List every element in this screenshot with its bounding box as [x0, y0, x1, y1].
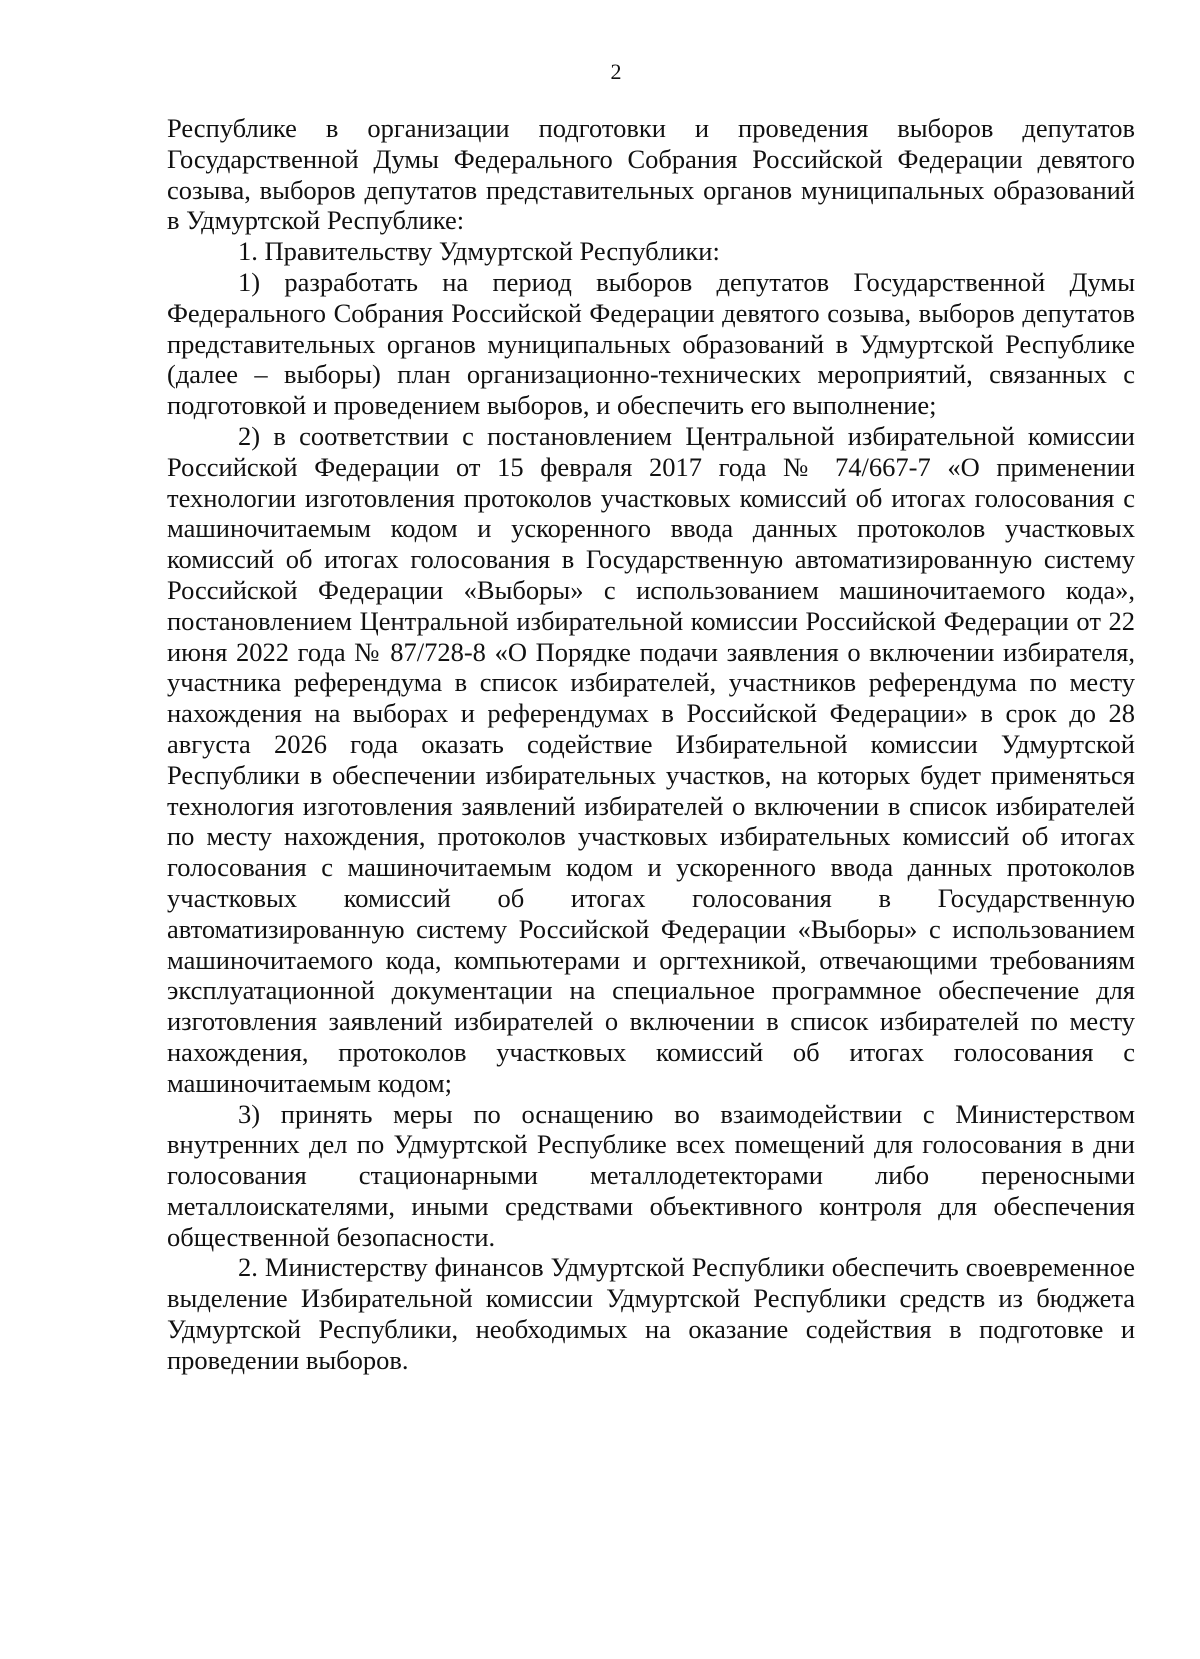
page-number: 2: [610, 59, 622, 84]
paragraph-subitem-3: 3) принять меры по оснащению во взаимодействии с Министерством внутренних дел по Удмуртской Республике всех помещений для голосования в дни голосования стационарными металлодетекторами либо переносными металлоискателями, иными средствами объективного контроля для обеспечения общественной безопасности.: [167, 1098, 1135, 1252]
paragraph-item-1-heading: 1. Правительству Удмуртской Республики:: [238, 236, 720, 267]
paragraph-subitem-2: 2) в соответствии с постановлением Центральной избирательной комиссии Российской Федерации от 15 февраля 2017 года № 74/667-7 «О применении технологии изготовления протоколов участковых комиссий об итогах голосования с машиночитаемым кодом и ускоренного ввода данных протоколов участковых комиссий об итогах голосования в Государственную автоматизированную систему Российской Федерации «Выборы» с использованием машиночитаемого кода», постановлением Центральной избирательной комиссии Российской Федерации от 22 июня 2022 года № 87/728-8 «О Порядке подачи заявления о включении избирателя, участника референдума в список избирателей, участников референдума по месту нахождения на выборах и референдумах в Российской Федерации» в срок до 28 августа 2026 года оказать содействие Избирательной комиссии Удмуртской Республики в обеспечении избирательных участков, на которых будет применяться технология изготовления заявлений избирателей о включении в список избирателей по месту нахождения, протоколов участковых избирательных комиссий об итогах голосования с машиночитаемым кодом и ускоренного ввода данных протоколов участковых комиссий об итогах голосования в Государственную автоматизированную систему Российской Федерации «Выборы» с использованием машиночитаемого кода, компьютерами и оргтехникой, отвечающими требованиям эксплуатационной документации на специальное программное обеспечение для изготовления заявлений избирателей о включении в список избирателей по месту нахождения, протоколов участковых комиссий об итогах голосования с машиночитаемым кодом;: [167, 420, 1135, 1098]
document-body: [167, 113, 1135, 1376]
paragraph-intro: Республике в организации подготовки и проведения выборов депутатов Государственной Думы Федерального Собрания Российской Федерации девятого созыва, выборов депутатов представительных органов муниципальных образований в Удмуртской Республике:: [167, 113, 1135, 236]
paragraph-item-2: 2. Министерству финансов Удмуртской Республики обеспечить своевременное выделение Избирательной комиссии Удмуртской Республики средств из бюджета Удмуртской Республики, необходимых на оказание содействия в подготовке и проведении выборов.: [167, 1252, 1135, 1375]
paragraph-subitem-1: 1) разработать на период выборов депутатов Государственной Думы Федерального Собрания Российской Федерации девятого созыва, выборов депутатов представительных органов муниципальных образований в Удмуртской Республике (далее – выборы) план организационно-технических мероприятий, связанных с подготовкой и проведением выборов, и обеспечить его выполнение;: [167, 266, 1135, 421]
